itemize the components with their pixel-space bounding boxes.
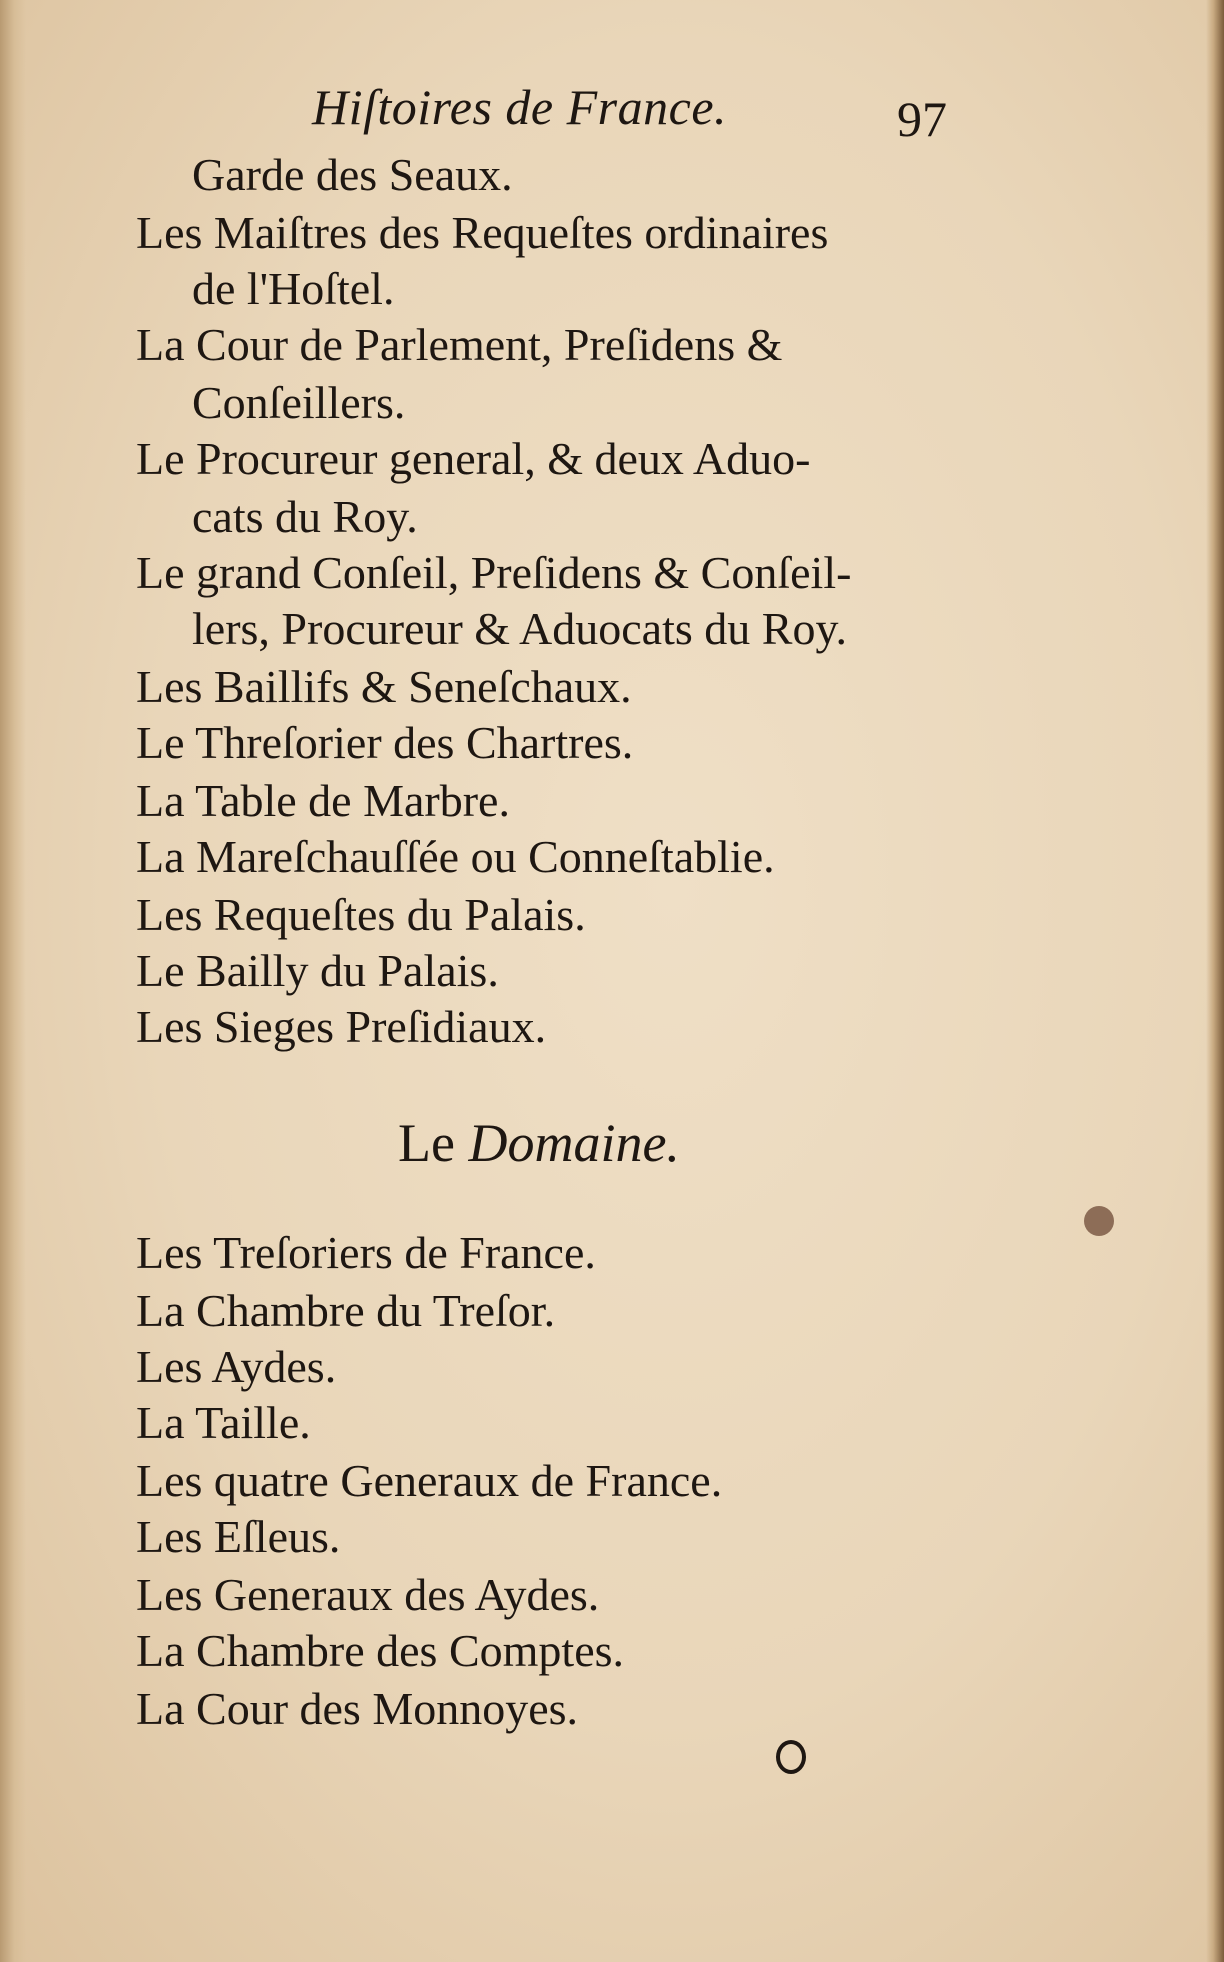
list-item: La Mareſchauſſée ou Conneſtablie. <box>136 831 775 882</box>
section-heading <box>398 1112 680 1174</box>
list-item: Les Sieges Preſidiaux. <box>136 1001 547 1052</box>
list-item: Le grand Conſeil, Preſidens & Conſeil- <box>136 547 852 598</box>
list-item: La Cour de Parlement, Preſidens & <box>136 319 783 370</box>
list-item-continuation: cats du Roy. <box>192 491 418 542</box>
list-item: Garde des Seaux. <box>192 149 513 200</box>
list-item: Les quatre Generaux de France. <box>136 1455 723 1506</box>
page-number: 97 <box>897 91 947 147</box>
list-item: Les Maiſtres des Requeſtes ordinaires <box>136 207 829 258</box>
section-heading-title: Domaine. <box>468 1113 680 1173</box>
list-item: Le Threſorier des Chartres. <box>136 717 634 768</box>
list-item: Le Bailly du Palais. <box>136 945 499 996</box>
list-item-continuation: lers, Procureur & Aduocats du Roy. <box>192 603 847 654</box>
list-item: Les Generaux des Aydes. <box>136 1569 600 1620</box>
list-item-continuation: Conſeillers. <box>192 377 406 428</box>
list-item: La Taille. <box>136 1397 311 1448</box>
list-item: Les Treſoriers de France. <box>136 1227 596 1278</box>
list-item: La Chambre du Treſor. <box>136 1285 556 1336</box>
running-title: Hiſtoires de France. <box>312 79 728 135</box>
list-item: Les Baillifs & Seneſchaux. <box>136 661 632 712</box>
page-outer-edge <box>1206 0 1224 1962</box>
section-heading-prefix: Le <box>398 1113 455 1173</box>
signature-mark <box>776 1740 806 1774</box>
list-item: Les Eſleus. <box>136 1511 341 1562</box>
page-gutter-edge <box>0 0 26 1962</box>
list-item: Les Requeſtes du Palais. <box>136 889 586 940</box>
list-item: La Cour des Monnoyes. <box>136 1683 579 1734</box>
list-item-continuation: de l'Hoſtel. <box>192 263 395 314</box>
ink-stain <box>1084 1206 1114 1236</box>
list-item: Le Procureur general, & deux Aduo- <box>136 433 811 484</box>
list-item: La Table de Marbre. <box>136 775 510 826</box>
list-item: La Chambre des Comptes. <box>136 1625 625 1676</box>
list-item: Les Aydes. <box>136 1341 337 1392</box>
